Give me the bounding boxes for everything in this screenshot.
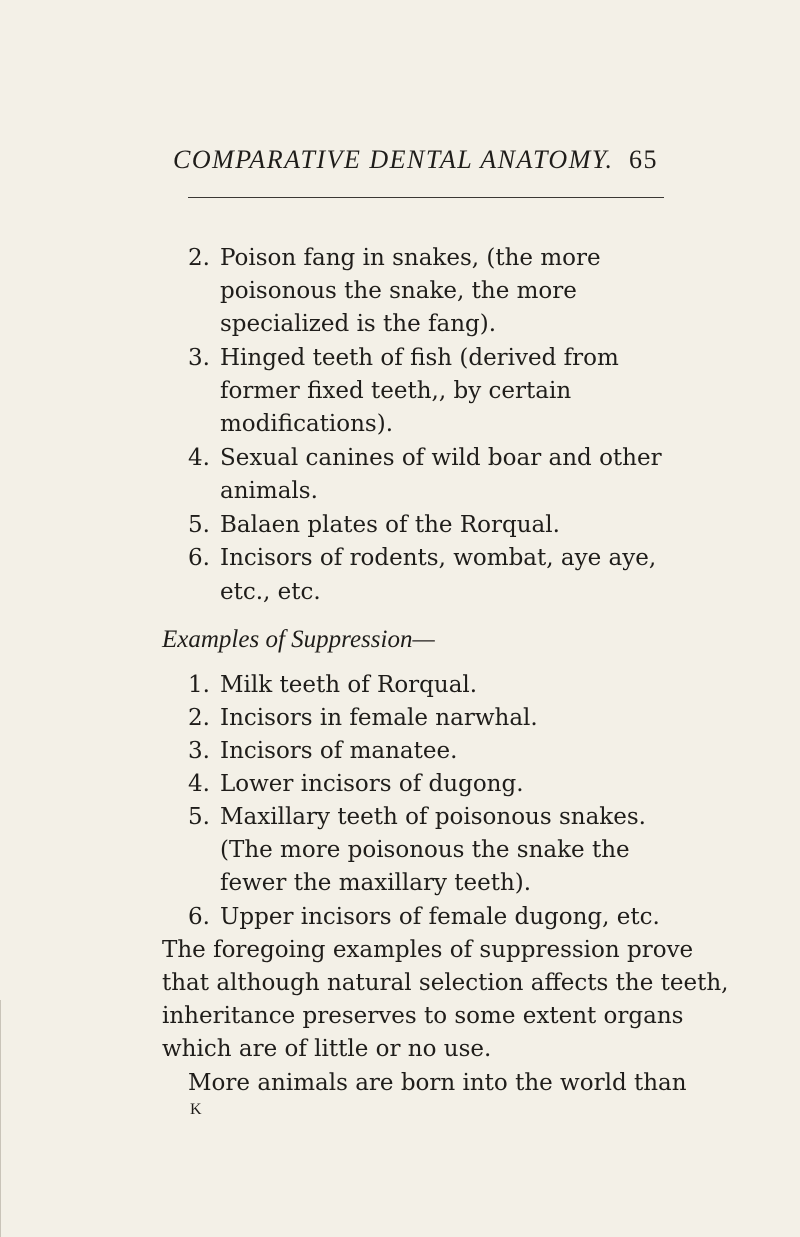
book-page: COMPARATIVE DENTAL ANATOMY. 65 2. Poison fang in snakes, (the more poisonous the snake, the more specialized is the fang). 3. Hinged teeth of fish (derived from former fixed teeth,, by certain modifications). 4. Sexual canines of wild boar and other animals. 5. Balaen plates of the Rorqual. 6. Incisors of rodents, wombat, aye aye, etc., etc. Examples of Suppression— 1. Milk teeth of Rorqual. 2. Incisors in female narwhal. 3. Incisors of manatee. 4. Lower incisors of dugong. 5. Maxillary teeth of poisonous snakes. (The more poisonous the snake the fewer the maxillary teeth). 6. Upper incisors of female dugong, etc. The foregoing examples of suppression prove that although natural selection affects the teeth, inheritance preserves to some extent organs which are of little or no use. More animals are born into the world than K: [0, 0, 800, 1237]
list-item-continuation: animals.: [220, 478, 318, 504]
list-item-continuation: poisonous the snake, the more: [220, 278, 577, 304]
list-item-continuation: former fixed teeth,, by certain: [220, 378, 572, 404]
running-title: COMPARATIVE DENTAL ANATOMY.: [173, 145, 614, 174]
running-header: [173, 145, 673, 175]
paragraph-line: which are of little or no use.: [162, 1036, 492, 1062]
paragraph-line: that although natural selection affects the teeth,: [162, 970, 729, 996]
header-rule: [188, 197, 664, 198]
page-number: 65: [629, 145, 658, 174]
paragraph-line: More animals are born into the world than: [188, 1070, 687, 1096]
page-edge-shadow: [0, 1000, 1, 1237]
list-item-continuation: (The more poisonous the snake the: [220, 837, 630, 863]
list-item-continuation: modifications).: [220, 411, 394, 437]
list-item-continuation: fewer the maxillary teeth).: [220, 870, 532, 896]
paragraph-line: The foregoing examples of suppression prove: [162, 937, 694, 963]
list-item-continuation: etc., etc.: [220, 579, 321, 605]
section-heading: Examples of Suppression—: [162, 626, 435, 653]
signature-mark: K: [190, 1101, 202, 1118]
list-item-continuation: specialized is the fang).: [220, 311, 497, 337]
paragraph-line: inheritance preserves to some extent organs: [162, 1003, 684, 1029]
